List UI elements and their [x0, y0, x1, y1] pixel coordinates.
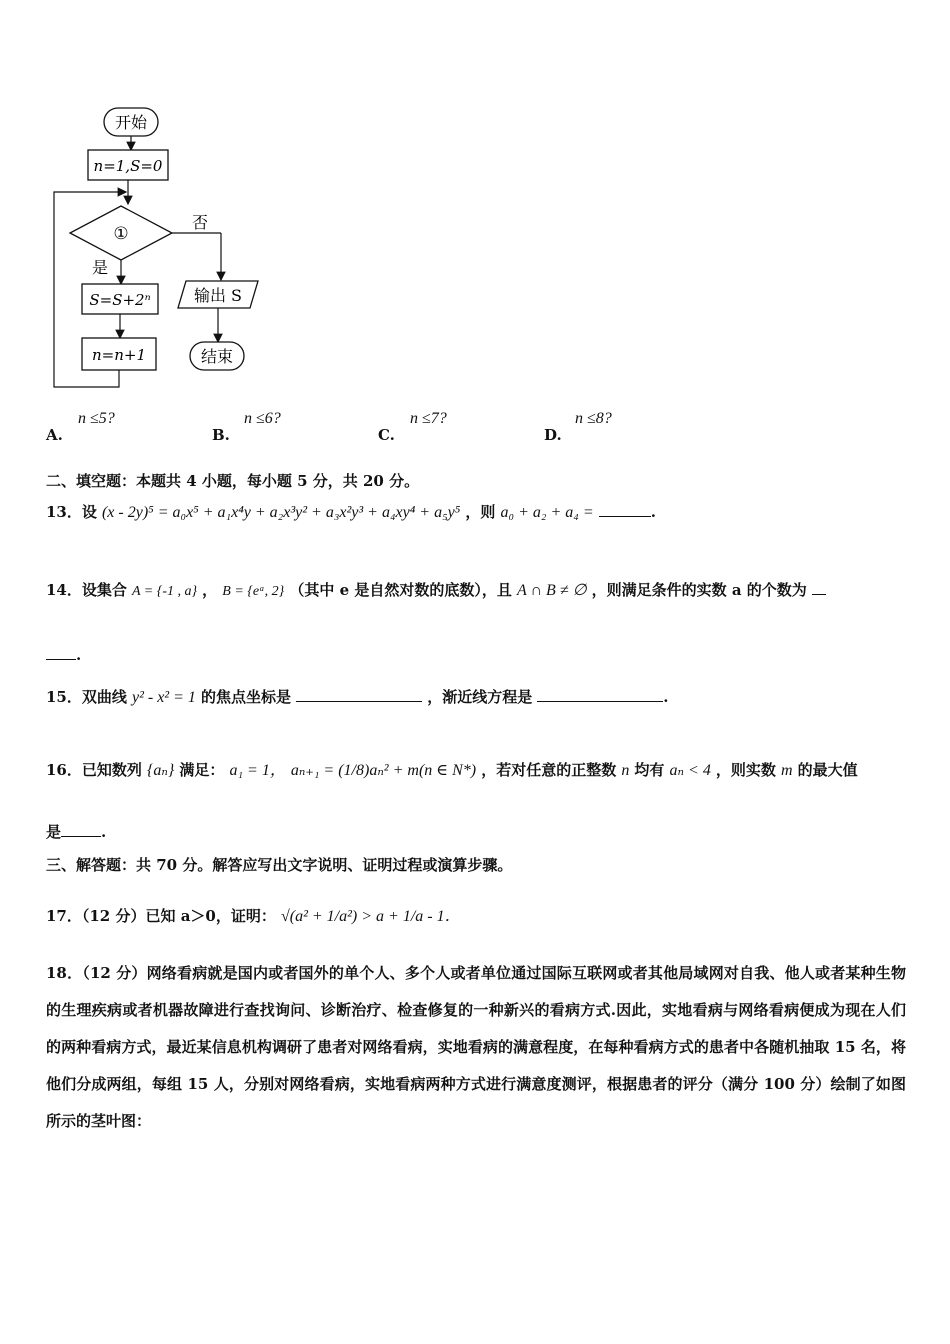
q13	[46, 500, 656, 523]
yes-label: 是	[91, 258, 109, 277]
option-label: C.	[378, 426, 395, 444]
option-label: A.	[46, 426, 63, 444]
q17	[46, 903, 461, 927]
q16-n: n	[621, 762, 630, 779]
flowchart	[40, 100, 280, 400]
q16-bound: aₙ < 4	[669, 762, 711, 779]
q16-blank[interactable]	[61, 820, 101, 837]
q14-blank[interactable]	[812, 578, 826, 595]
update-n-label: n=n+1	[91, 346, 147, 364]
option-expr: n ≤6?	[244, 410, 281, 427]
q16-text3: 均有	[634, 761, 665, 779]
q16-m: m	[781, 762, 793, 779]
q14-text1: （其中 e 是自然对数的底数），且	[289, 581, 512, 599]
start-label: 开始	[114, 113, 148, 132]
q14-end: .	[76, 646, 82, 664]
q13-expr: (x - 2y)⁵ = a₀x⁵ + a₁x⁴y + a₂x³y² + a₃x²y³ + a₄xy⁴ + a₅y⁵	[101, 504, 461, 521]
update-s-label: S=S+2ⁿ	[89, 291, 151, 309]
q14-comma: ，	[202, 581, 218, 599]
q16-text1: 满足：	[179, 761, 225, 779]
q16-text4: ，则实数	[715, 761, 776, 779]
q14-set-b: B = {eᵃ, 2}	[222, 584, 285, 599]
init-label: n=1,S=0	[93, 157, 163, 175]
q16-end: .	[101, 823, 107, 841]
section2-heading: 二、填空题：本题共 4 小题，每小题 5 分，共 20 分。	[46, 472, 420, 490]
q15-end: .	[663, 688, 669, 706]
option-expr: n ≤5?	[78, 410, 115, 427]
q13-expr2: a₀ + a₂ + a₄ =	[500, 504, 594, 521]
q16-text5: 的最大值	[797, 761, 858, 779]
q17-num: 17．（12 分）已知 a＞0，证明：	[46, 907, 276, 925]
q14-text2: ，则满足条件的实数 a 的个数为	[591, 581, 807, 599]
q14-cont	[46, 643, 81, 666]
option-expr: n ≤8?	[575, 410, 612, 427]
end-label: 结束	[200, 347, 234, 366]
condition-label: ①	[113, 224, 129, 244]
q16-rec: aₙ₊₁ = (1/8)aₙ² + m(n ∈ N*)	[290, 762, 477, 779]
q16-init: a₁ = 1，	[229, 762, 286, 779]
q16-cont-text: 是	[46, 823, 62, 841]
q15-num: 15．双曲线	[46, 688, 127, 706]
q13-end: .	[650, 503, 656, 521]
q14-num: 14．设集合	[46, 581, 127, 599]
q16-num: 16．已知数列	[46, 761, 142, 779]
option-label: D.	[544, 426, 562, 444]
q14-cond: A ∩ B ≠ ∅	[516, 582, 587, 599]
q18: 18．（12 分）网络看病就是国内或者国外的单个人、多个人或者单位通过国际互联网或者其他局域网对自我、他人或者某种生物的生理疾病或者机器故障进行查找询问、诊断治疗、检查修复的一种新兴的看病方式.因此，实地看病与网络看病便成为现在人们的两种看病方式，最近某信息机构调研了患者对网络看病，实地看病的满意程度，在每种看病方式的患者中各随机抽取 15 名，将他们分成两组，每组 15 人，分别对网络看病，实地看病两种方式进行满意度测评，根据患者的评分（满分 100 分）绘制了如图所示的茎叶图：	[46, 964, 906, 1130]
q15-text1: 的焦点坐标是	[200, 688, 291, 706]
option-label: B.	[212, 426, 230, 444]
q15-text2: ，渐近线方程是	[427, 688, 533, 706]
q15-expr: y² - x² = 1	[131, 689, 196, 706]
q13-mid: ，则	[465, 503, 496, 521]
q14-blank-cont[interactable]	[46, 643, 76, 660]
q14	[46, 578, 826, 601]
q13-blank[interactable]	[599, 500, 651, 517]
section3-heading: 三、解答题：共 70 分。解答应写出文字说明、证明过程或演算步骤。	[46, 856, 513, 874]
q16-text2: ，若对任意的正整数	[481, 761, 617, 779]
no-label: 否	[191, 213, 209, 232]
output-label: 输出 S	[193, 286, 243, 305]
q14-set-a: A = {-1 , a}	[131, 584, 198, 599]
q16	[46, 757, 858, 781]
option-expr: n ≤7?	[410, 410, 447, 427]
q15	[46, 685, 669, 708]
q15-blank-asymptote[interactable]	[537, 685, 663, 702]
q16-cont	[46, 820, 106, 843]
q17-expr: √(a² + 1/a²) > a + 1/a - 1．	[280, 908, 461, 925]
q13-num: 13．设	[46, 503, 97, 521]
q15-blank-foci[interactable]	[296, 685, 422, 702]
q16-seq: {aₙ}	[146, 762, 175, 779]
